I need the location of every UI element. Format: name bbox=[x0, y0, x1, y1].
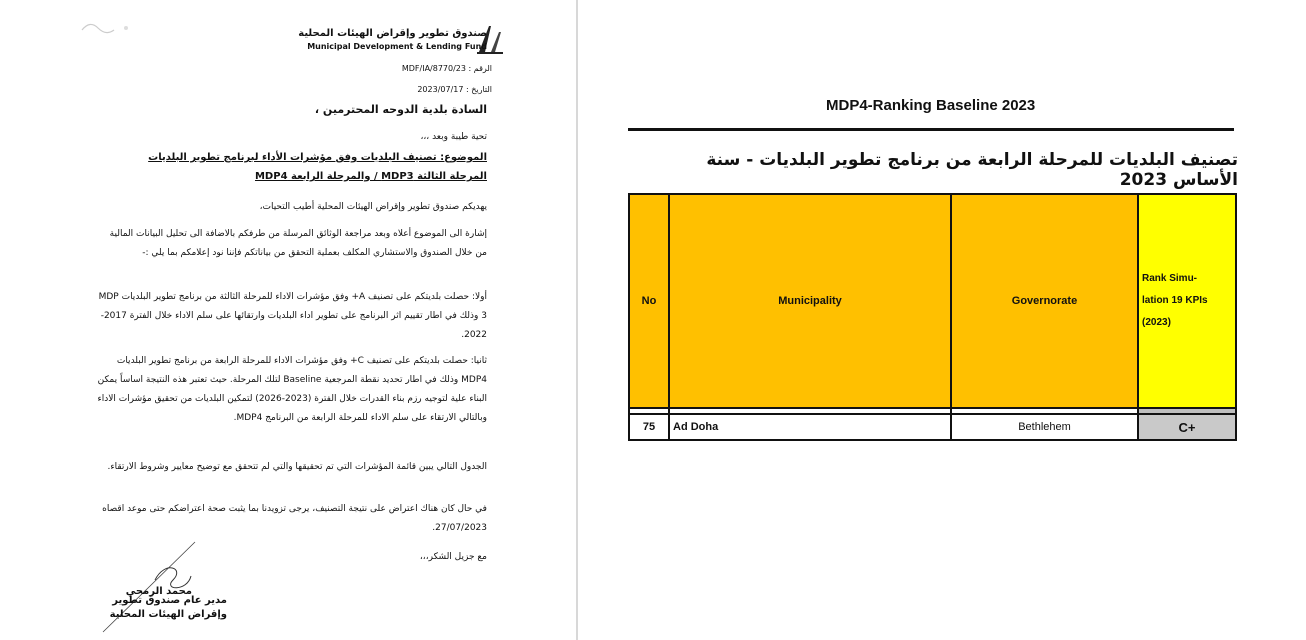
signer-name: محمد الرمحي bbox=[125, 586, 192, 597]
header-no: No bbox=[629, 194, 669, 408]
paragraph-first: أولا: حصلت بلديتكم على تصنيف A+ وفق مؤشرات الاداء للمرحلة الثالثة من برنامج تطوير البلديات MDP 3 وذلك في اطار تقييم اثر البرنامج على تطوير اداء البلديات وارتقائها على سلم الاداء خلال الفترة 2017-2022. bbox=[98, 292, 487, 340]
page-corner-mark bbox=[80, 18, 140, 38]
ranking-title-arabic: تصنيف البلديات للمرحلة الرابعة من برنامج تطوير البلديات - سنة الأساس 2023 bbox=[706, 150, 1238, 190]
header-rank-line1: Rank Simu- bbox=[1142, 273, 1198, 284]
fund-name-arabic: صندوق تطوير وإقراض الهيئات المحلية bbox=[298, 28, 487, 39]
cell-no: 75 bbox=[629, 414, 669, 440]
fund-name-english: Municipal Development & Lending Fund bbox=[307, 42, 487, 51]
greeting: تحية طيبة وبعد ،،، bbox=[420, 132, 487, 142]
date-value: 2023/07/17 bbox=[417, 85, 464, 94]
subject-line: الموضوع: تصنيف البلديات وفق مؤشرات الأداء لبرنامج تطوير البلديات المرحلة الثالثة MDP3 / والمرحلة الرابعة MDP4 bbox=[148, 152, 487, 182]
closing-line: مع جزيل الشكر،،، bbox=[419, 552, 487, 562]
ranking-title: MDP4-Ranking Baseline 2023 bbox=[826, 97, 1036, 114]
cell-governorate: Bethlehem bbox=[951, 414, 1138, 440]
scan-edge-divider bbox=[576, 0, 578, 640]
paragraph-second: ثانيا: حصلت بلديتكم على تصنيف C+ وفق مؤشرات الاداء للمرحلة الرابعة من برنامج تطوير البلديات MDP4 وذلك في اطار تحديد نقطة المرجعية Baseline لتلك المرحلة. حيث تعتبر هذه النتيجة اساساً يمكن البناء علية لتوجيه رزم بناء القدرات خلال الفترة (2023-2026) لتمكين البلديات من تحقيق مؤشرات الاداء وبالتالي الارتقاء على سلم الاداء للمرحلة الرابعة من البرنامج MDP4. bbox=[97, 356, 487, 423]
reference-number: MDF/IA/8770/23 bbox=[401, 64, 466, 73]
paragraph-intro: إشارة الى الموضوع أعلاه وبعد مراجعة الوثائق المرسلة من طرفكم بالاضافة الى تحليل البيانات المالية من خلال الصندوق والاستشاري المكلف بعملية التحقق من بياناتكم فإننا نود إعلامكم بما يلي :- bbox=[109, 229, 487, 258]
cell-rank: C+ bbox=[1138, 414, 1236, 440]
header-governorate: Governorate bbox=[951, 194, 1138, 408]
title-rule bbox=[628, 128, 1234, 131]
signer-title: مدير عام صندوق تطوير وإقراض الهيئات المحلية bbox=[109, 595, 227, 620]
reference-label: الرقم : bbox=[468, 64, 492, 73]
letter-scan bbox=[0, 0, 582, 640]
cell-municipality: Ad Doha bbox=[669, 414, 951, 440]
header-municipality: Municipality bbox=[669, 194, 951, 408]
paragraph-objection: في حال كان هناك اعتراض على نتيجة التصنيف، يرجى تزويدنا بما يثبت صحة اعتراضكم حتى موعد اقصاه 27/07/2023. bbox=[102, 504, 487, 533]
addressee: السادة بلدية الدوحه المحترمين ، bbox=[314, 103, 487, 116]
header-rank-line3: (2023) bbox=[1142, 317, 1171, 328]
table-header-row bbox=[629, 194, 1236, 408]
date-label: التاريخ : bbox=[465, 85, 492, 94]
header-rank bbox=[1138, 194, 1236, 408]
opening-line: يهديكم صندوق تطوير وإقراض الهيئات المحلية أطيب التحيات، bbox=[259, 202, 487, 212]
table-row bbox=[629, 414, 1236, 440]
paragraph-table-note: الجدول التالي يبين قائمة المؤشرات التي تم تحقيقها والتي لم تتحقق مع توضيح معايير وشروط الارتقاء. bbox=[107, 462, 487, 472]
ranking-table bbox=[628, 193, 1237, 441]
date-line bbox=[417, 85, 492, 94]
header-rank-line2: lation 19 KPIs bbox=[1142, 295, 1208, 306]
reference-line bbox=[402, 64, 492, 73]
ranking-section bbox=[628, 0, 1238, 640]
